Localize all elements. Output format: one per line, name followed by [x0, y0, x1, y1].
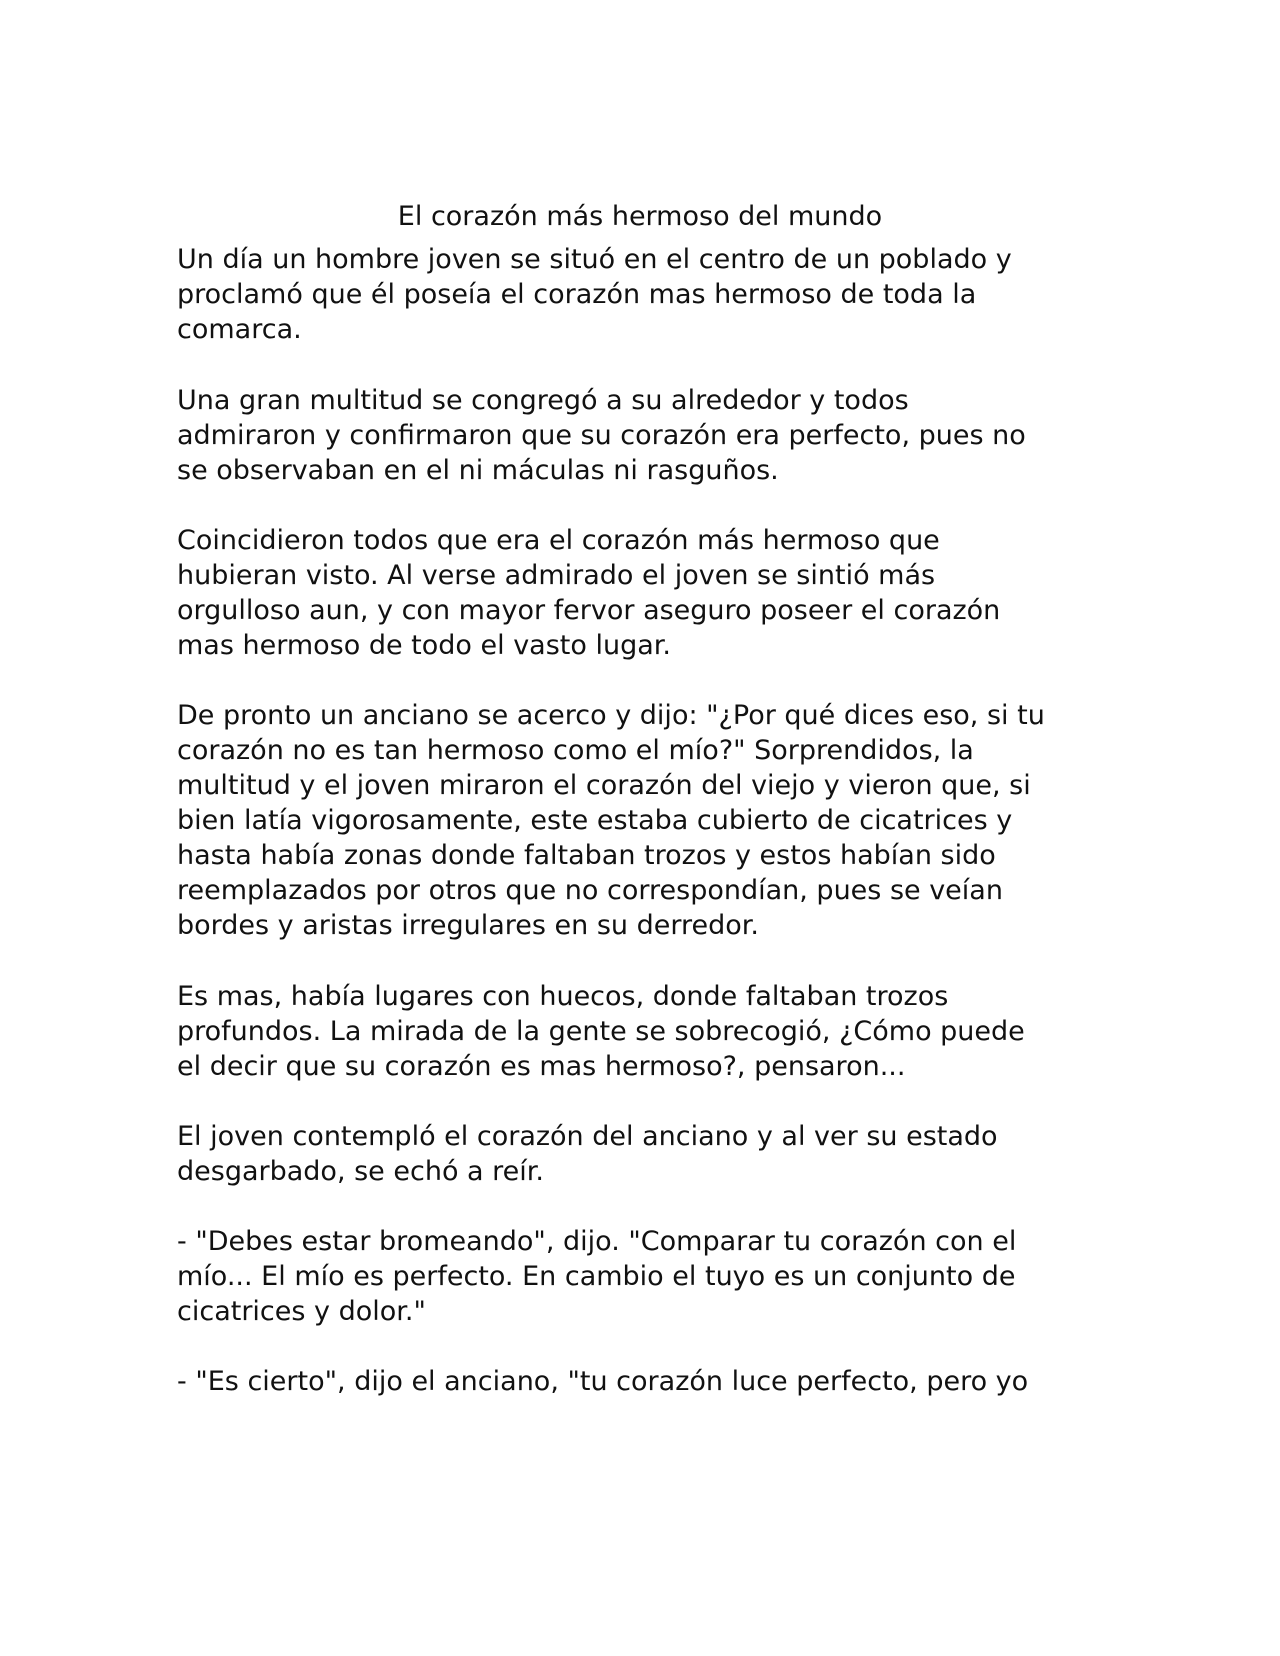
text-line: admiraron y confirmaron que su corazón era perfecto, pues no	[177, 420, 1026, 451]
text-line: El joven contempló el corazón del anciano y al ver su estado	[177, 1121, 998, 1152]
text-line: Es mas, había lugares con huecos, donde faltaban trozos	[177, 981, 949, 1012]
text-line: - "Es cierto", dijo el anciano, "tu corazón luce perfecto, pero yo	[177, 1366, 1029, 1397]
document-title: El corazón más hermoso del mundo	[397, 201, 883, 232]
text-line: reemplazados por otros que no correspondían, pues se veían	[177, 875, 1003, 906]
text-line: hubieran visto. Al verse admirado el joven se sintió más	[177, 560, 936, 591]
text-line: Un día un hombre joven se situó en el centro de un poblado y	[177, 244, 1012, 275]
text-line: Una gran multitud se congregó a su alrededor y todos	[177, 385, 909, 416]
text-line: bordes y aristas irregulares en su derredor.	[177, 910, 759, 941]
text-line: multitud y el joven miraron el corazón del viejo y vieron que, si	[177, 770, 1031, 801]
text-line: mas hermoso de todo el vasto lugar.	[177, 630, 671, 661]
text-line: corazón no es tan hermoso como el mío?" Sorprendidos, la	[177, 735, 974, 766]
text-line: cicatrices y dolor."	[177, 1296, 426, 1327]
text-line: el decir que su corazón es mas hermoso?, pensaron...	[177, 1051, 906, 1082]
text-line: profundos. La mirada de la gente se sobrecogió, ¿Cómo puede	[177, 1016, 1025, 1047]
text-line: se observaban en el ni máculas ni rasguños.	[177, 455, 779, 486]
text-line: hasta había zonas donde faltaban trozos y estos habían sido	[177, 840, 996, 871]
text-line: proclamó que él poseía el corazón mas hermoso de toda la	[177, 279, 977, 310]
text-line: orgulloso aun, y con mayor fervor aseguro poseer el corazón	[177, 595, 1001, 626]
text-line: desgarbado, se echó a reír.	[177, 1156, 544, 1187]
text-line: - "Debes estar bromeando", dijo. "Comparar tu corazón con el	[177, 1226, 1017, 1257]
text-line: bien latía vigorosamente, este estaba cubierto de cicatrices y	[177, 805, 1013, 836]
text-line: comarca.	[177, 314, 302, 345]
text-line: Coincidieron todos que era el corazón más hermoso que	[177, 525, 940, 556]
text-line: De pronto un anciano se acerco y dijo: "¿Por qué dices eso, si tu	[177, 700, 1045, 731]
text-line: mío... El mío es perfecto. En cambio el tuyo es un conjunto de	[177, 1261, 1016, 1292]
